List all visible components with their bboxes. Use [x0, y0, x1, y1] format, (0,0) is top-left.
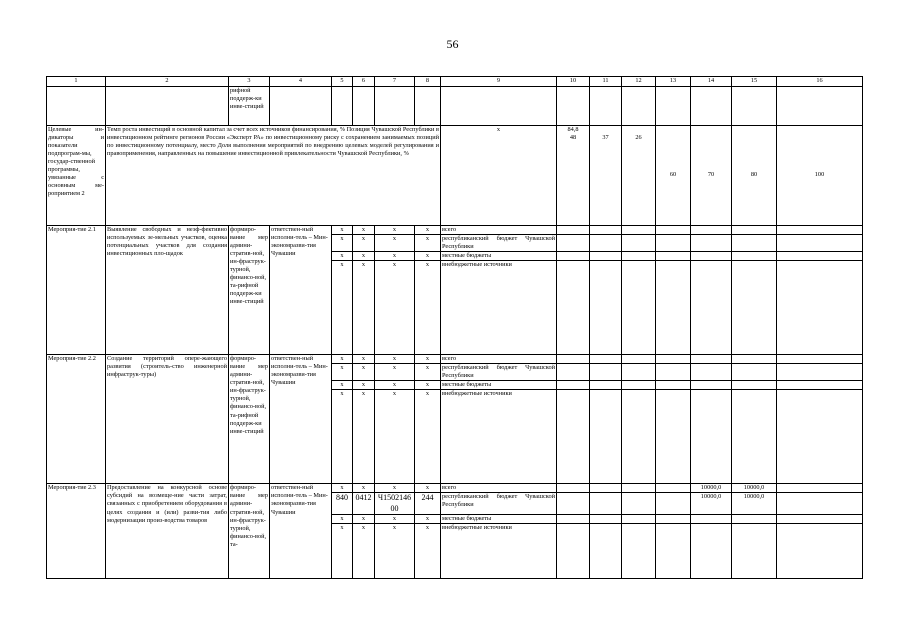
x-mark: x: [332, 484, 353, 493]
targets-col10: [557, 126, 590, 226]
targets-text: Темп роста инвестиций в основной капитал за счет всех источников финансирования, % Позиция Чувашской Республики в инвестиционном рейтинге регионов России «Эксперт РА» по инвестиционному риску с сохранением занимаемых позиций по инвестиционному потенциалу, место Доля выполнения мероприятий по внедрению целевых моделей регулирования и правоприменения, направленных на повышение инвестиционной привлекательности Чувашской Республики, %: [106, 126, 441, 226]
x-mark: x: [375, 364, 415, 381]
x-mark: x: [375, 390, 415, 484]
budget-code: 0412: [353, 493, 375, 514]
x-mark: x: [375, 523, 415, 578]
header-cell: 14: [691, 77, 732, 87]
event-row: [47, 226, 863, 235]
x-mark: x: [353, 252, 375, 261]
x-mark: x: [375, 252, 415, 261]
x-mark: x: [332, 226, 353, 235]
funding-source: всего: [441, 484, 557, 493]
funding-source: внебюджетные источники: [441, 390, 557, 484]
event-measure-type: формиро-вание мер админи-стратив-ной, ин-фраструк-турной, финансо-вой, та-рифной поддерж-ки инве-стиций: [229, 355, 270, 484]
x-mark: x: [353, 364, 375, 381]
x-mark: x: [415, 226, 441, 235]
x-mark: x: [353, 355, 375, 364]
amount-cell: 10000,0: [691, 493, 732, 514]
targets-x: x: [441, 126, 557, 226]
x-mark: x: [415, 364, 441, 381]
header-cell: 9: [441, 77, 557, 87]
target-value: 48: [569, 134, 577, 142]
continuation-row: [47, 87, 863, 126]
x-mark: x: [375, 381, 415, 390]
header-cell: 2: [106, 77, 229, 87]
header-cell: 11: [590, 77, 622, 87]
header-cell: 1: [47, 77, 106, 87]
x-mark: x: [332, 364, 353, 381]
header-cell: 5: [332, 77, 353, 87]
x-mark: x: [332, 514, 353, 523]
funding-source: внебюджетные источники: [441, 523, 557, 578]
target-value: 26: [635, 134, 642, 142]
header-cell: 6: [353, 77, 375, 87]
x-mark: x: [353, 235, 375, 252]
event-description: Предоставление на конкурсной основе субсидий на возмеще-ние части затрат, связанных с приобретением оборудования в целях создания и (или) разви-тия либо модернизации произ-водства товаров: [106, 484, 229, 579]
funding-source: местные бюджеты: [441, 252, 557, 261]
header-cell: 3: [229, 77, 270, 87]
funding-source: всего: [441, 355, 557, 364]
event-label: Мероприя-тие 2.2: [47, 355, 106, 484]
target-indicators-row: [47, 126, 863, 226]
funding-source: всего: [441, 226, 557, 235]
x-mark: x: [332, 523, 353, 578]
target-value: 37: [602, 134, 609, 142]
column-number-row: [47, 77, 863, 87]
targets-col12: [622, 126, 656, 226]
budget-code: 244: [415, 493, 441, 514]
funding-source: республиканский бюджет Чувашской Республики: [441, 493, 557, 514]
event-label: Мероприя-тие 2.3: [47, 484, 106, 579]
x-mark: x: [415, 261, 441, 355]
target-value: 70: [691, 126, 732, 226]
x-mark: x: [415, 390, 441, 484]
x-mark: x: [415, 484, 441, 493]
event-label: Мероприя-тие 2.1: [47, 226, 106, 355]
event-executor: ответствен-ный исполни-тель – Мин-экономразви-тия Чувашии: [270, 355, 332, 484]
header-cell: 16: [777, 77, 863, 87]
x-mark: x: [375, 235, 415, 252]
budget-code: 840: [332, 493, 353, 514]
funding-source: республиканский бюджет Чувашской Республики: [442, 235, 555, 251]
x-mark: x: [332, 252, 353, 261]
targets-label: Целевые ин-дикаторы и показатели подпрограм-мы, государ-ственной программы, увязанные с основным ме-роприятием 2: [47, 126, 106, 226]
event-description: Создание территорий опере-жающего развития (строитель-ство инженерной инфраструк-туры): [106, 355, 229, 484]
x-mark: x: [415, 355, 441, 364]
header-cell: 4: [270, 77, 332, 87]
page-number: 56: [446, 37, 459, 51]
x-mark: x: [375, 484, 415, 493]
amount-cell: 10000,0: [732, 493, 777, 514]
x-mark: x: [353, 390, 375, 484]
x-mark: x: [332, 355, 353, 364]
x-mark: x: [353, 226, 375, 235]
event-row: [47, 484, 863, 493]
x-mark: x: [353, 484, 375, 493]
event-executor: ответствен-ный исполни-тель – Мин-экономразви-тия Чувашии: [270, 484, 332, 579]
x-mark: x: [332, 261, 353, 355]
header-cell: 8: [415, 77, 441, 87]
header-cell: 10: [557, 77, 590, 87]
x-mark: x: [375, 514, 415, 523]
event-measure-type: формиро-вание мер админи-стратив-ной, ин-фраструк-турной, финансо-вой, та-: [229, 484, 270, 579]
program-table: [46, 76, 863, 579]
event-executor: ответствен-ный исполни-тель – Мин-экономразви-тия Чувашии: [270, 226, 332, 355]
amount-cell: 10000,0: [732, 484, 777, 493]
event-measure-type: формиро-вание мер админи-стратив-ной, ин-фраструк-турной, финансо-вой, та-рифной поддерж-ки инве-стиций: [229, 226, 270, 355]
x-mark: x: [415, 252, 441, 261]
funding-source: республиканский бюджет Чувашской Республики: [442, 364, 555, 380]
x-mark: x: [332, 390, 353, 484]
x-mark: x: [353, 261, 375, 355]
funding-source: внебюджетные источники: [441, 261, 557, 355]
x-mark: x: [415, 381, 441, 390]
budget-code: Ч150214600: [375, 493, 415, 514]
x-mark: x: [353, 381, 375, 390]
event-row: [47, 355, 863, 364]
x-mark: x: [375, 226, 415, 235]
target-value: 60: [656, 126, 691, 226]
target-value: 100: [777, 126, 863, 226]
targets-col11: [590, 126, 622, 226]
x-mark: x: [332, 235, 353, 252]
x-mark: x: [353, 514, 375, 523]
funding-source: местные бюджеты: [441, 381, 557, 390]
x-mark: x: [415, 514, 441, 523]
x-mark: x: [353, 523, 375, 578]
target-value: 84,8: [567, 126, 579, 133]
x-mark: x: [375, 355, 415, 364]
header-cell: 13: [656, 77, 691, 87]
x-mark: x: [415, 235, 441, 252]
x-mark: x: [332, 381, 353, 390]
header-cell: 15: [732, 77, 777, 87]
header-cell: 7: [375, 77, 415, 87]
funding-source: местные бюджеты: [441, 514, 557, 523]
x-mark: x: [415, 523, 441, 578]
amount-cell: 10000,0: [691, 484, 732, 493]
target-value: 80: [732, 126, 777, 226]
x-mark: x: [375, 261, 415, 355]
measure-type-cell: рифной поддерж-ки инве-стиций: [229, 87, 270, 126]
header-cell: 12: [622, 77, 656, 87]
event-description: Выявление свободных и неэф-фективно используемых зе-мельных участков, оценка потенциальных участков для создания инвестиционных пло-щадок: [106, 226, 229, 355]
